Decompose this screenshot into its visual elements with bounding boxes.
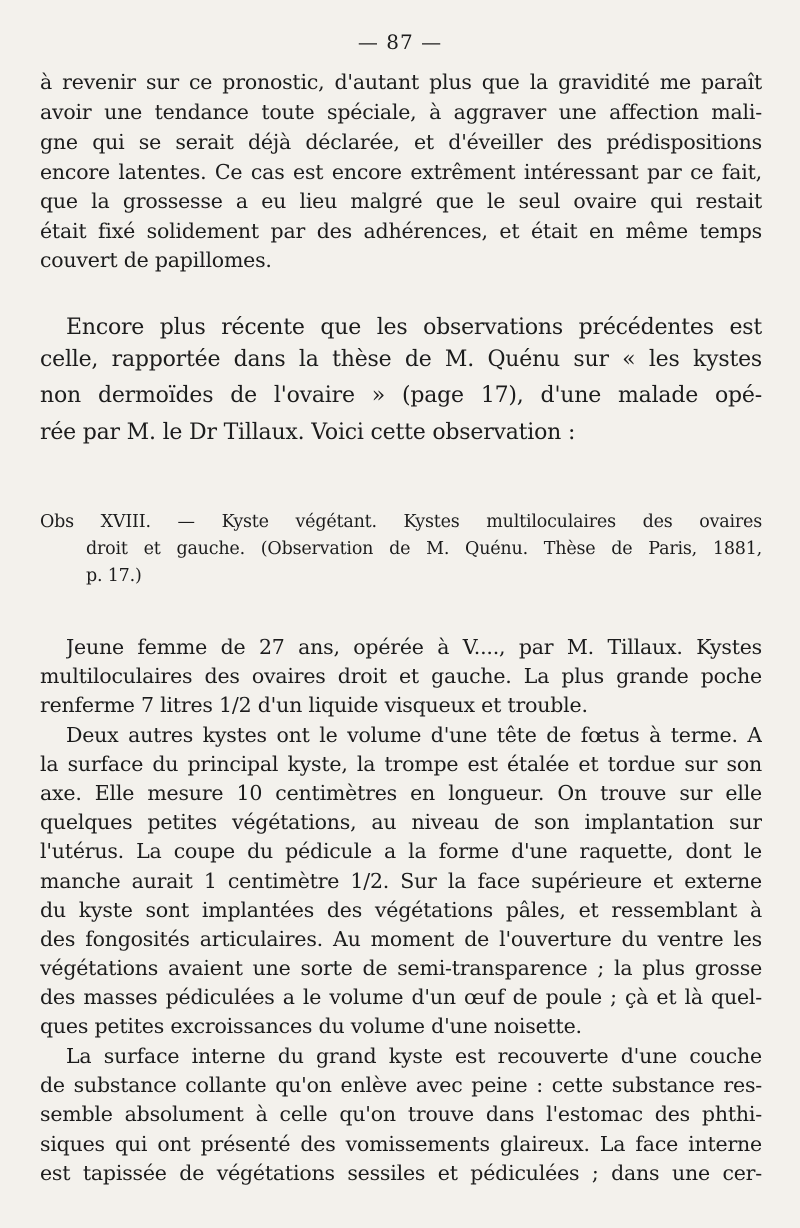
text-line: végétations avaient une sorte de semi-transparence ; la plus grosse [40, 956, 762, 980]
text-line: à revenir sur ce pronostic, d'autant plus que la gravidité me paraît [40, 70, 762, 94]
observation-heading: p. 17.) [86, 566, 142, 586]
text-line: ques petites excroissances du volume d'une noisette. [40, 1014, 582, 1038]
text-line: Jeune femme de 27 ans, opérée à V...., par M. Tillaux. Kystes [66, 635, 762, 659]
text-line: l'utérus. La coupe du pédicule a la forme d'une raquette, dont le [40, 839, 762, 863]
text-line: encore latentes. Ce cas est encore extrêment intéressant par ce fait, [40, 160, 762, 184]
text-line: gne qui se serait déjà déclarée, et d'éveiller des prédispositions [40, 130, 762, 154]
text-line: couvert de papillomes. [40, 248, 272, 272]
text-line: siques qui ont présenté des vomissements glaireux. La face interne [40, 1132, 762, 1156]
text-line: manche aurait 1 centimètre 1/2. Sur la face supérieure et externe [40, 869, 762, 893]
text-line: des fongosités articulaires. Au moment de l'ouverture du ventre les [40, 927, 762, 951]
text-line: avoir une tendance toute spéciale, à aggraver une affection mali- [40, 100, 762, 124]
text-line: renferme 7 litres 1/2 d'un liquide visqueux et trouble. [40, 693, 588, 717]
text-line: La surface interne du grand kyste est recouverte d'une couche [66, 1044, 762, 1068]
observation-heading: Obs XVIII. — Kyste végétant. Kystes multiloculaires des ovaires [40, 512, 762, 532]
text-line: axe. Elle mesure 10 centimètres en longueur. On trouve sur elle [40, 781, 762, 805]
text-line: multiloculaires des ovaires droit et gauche. La plus grande poche [40, 664, 762, 688]
text-line: était fixé solidement par des adhérences, et était en même temps [40, 219, 762, 243]
text-line: de substance collante qu'on enlève avec peine : cette substance res- [40, 1073, 762, 1097]
text-line: que la grossesse a eu lieu malgré que le seul ovaire qui restait [40, 189, 762, 213]
text-line: non dermoïdes de l'ovaire » (page 17), d'une malade opé- [40, 383, 762, 408]
text-line: des masses pédiculées a le volume d'un œuf de poule ; çà et là quel- [40, 985, 762, 1009]
text-line: rée par M. le Dr Tillaux. Voici cette observation : [40, 420, 576, 445]
text-line: Deux autres kystes ont le volume d'une tête de fœtus à terme. A [66, 723, 762, 747]
page-number: — 87 — [357, 30, 443, 54]
observation-heading: droit et gauche. (Observation de M. Quénu. Thèse de Paris, 1881, [86, 539, 762, 559]
text-line: quelques petites végétations, au niveau de son implantation sur [40, 810, 762, 834]
text-line: la surface du principal kyste, la trompe est étalée et tordue sur son [40, 752, 762, 776]
text-line: est tapissée de végétations sessiles et pédiculées ; dans une cer- [40, 1161, 762, 1185]
text-line: celle, rapportée dans la thèse de M. Quénu sur « les kystes [40, 347, 762, 372]
text-line: du kyste sont implantées des végétations pâles, et ressemblant à [40, 898, 762, 922]
text-line: Encore plus récente que les observations précédentes est [66, 315, 762, 340]
text-line: semble absolument à celle qu'on trouve dans l'estomac des phthi- [40, 1102, 762, 1126]
